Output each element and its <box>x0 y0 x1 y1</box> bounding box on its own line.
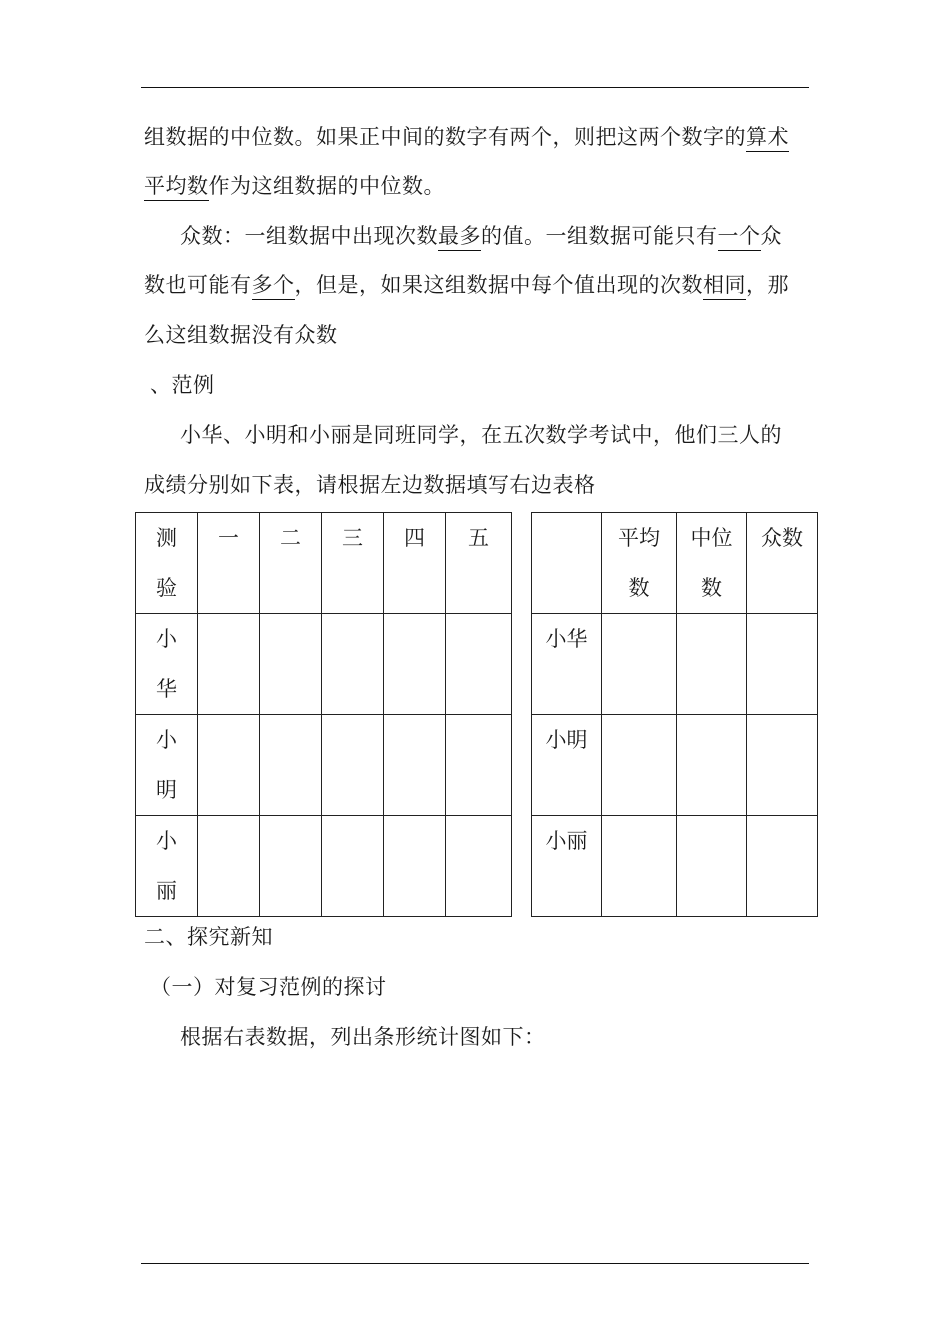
header-cell-median: 中位数 <box>677 513 747 614</box>
median-definition-line-2: 平均数作为这组数据的中位数。 <box>144 161 445 211</box>
mode-definition-line-1: 众数：一组数据中出现次数最多的值。一组数据可能只有一个众 <box>180 211 782 261</box>
score-cell <box>198 816 260 917</box>
row-label-xiaohua: 小华 <box>136 614 198 715</box>
stat-cell <box>602 614 677 715</box>
stat-cell <box>747 614 818 715</box>
row-label-xiaoli: 小丽 <box>136 816 198 917</box>
score-cell <box>322 614 384 715</box>
score-cell <box>322 816 384 917</box>
mode-definition-line-2: 数也可能有多个，但是，如果这组数据中每个值出现的次数相同，那 <box>144 260 789 310</box>
stat-cell <box>747 715 818 816</box>
table-row <box>136 715 512 816</box>
score-cell <box>384 715 446 816</box>
header-cell-5: 五 <box>446 513 512 614</box>
score-cell <box>446 715 512 816</box>
chart-intro-text: 根据右表数据，列出条形统计图如下： <box>180 1025 546 1049</box>
header-cell-test: 测验 <box>136 513 198 614</box>
scores-table <box>135 512 512 917</box>
header-cell-mode: 众数 <box>747 513 818 614</box>
table-row <box>136 614 512 715</box>
section-2-heading: 二、探究新知 <box>144 925 273 949</box>
stat-cell <box>602 816 677 917</box>
header-rule <box>141 87 809 88</box>
score-cell <box>446 816 512 917</box>
table-row <box>532 513 818 614</box>
header-cell-4: 四 <box>384 513 446 614</box>
score-cell <box>198 715 260 816</box>
stat-cell <box>677 816 747 917</box>
score-cell <box>260 816 322 917</box>
median-definition-line-1: 组数据的中位数。如果正中间的数字有两个，则把这两个数字的算术 <box>144 112 789 162</box>
example-text-line-1: 小华、小明和小丽是同班同学，在五次数学考试中，他们三人的 <box>180 423 782 447</box>
score-cell <box>384 614 446 715</box>
stat-cell <box>677 614 747 715</box>
stat-cell <box>602 715 677 816</box>
header-cell-mean: 平均数 <box>602 513 677 614</box>
row-label-xiaohua: 小华 <box>532 614 602 715</box>
row-label-xiaoli: 小丽 <box>532 816 602 917</box>
table-row <box>532 715 818 816</box>
stat-cell <box>677 715 747 816</box>
header-cell-3: 三 <box>322 513 384 614</box>
statistics-table <box>531 512 818 917</box>
stat-cell <box>747 816 818 917</box>
score-cell <box>446 614 512 715</box>
mode-definition-line-3: 么这组数据没有众数 <box>144 323 338 347</box>
footer-rule <box>141 1263 809 1264</box>
score-cell <box>260 614 322 715</box>
example-text-line-2: 成绩分别如下表，请根据左边数据填写右边表格 <box>144 473 596 497</box>
score-cell <box>322 715 384 816</box>
score-cell <box>198 614 260 715</box>
row-label-xiaoming: 小明 <box>136 715 198 816</box>
subsection-1-heading: （一）对复习范例的探讨 <box>150 975 387 999</box>
score-cell <box>384 816 446 917</box>
header-cell-empty <box>532 513 602 614</box>
header-cell-2: 二 <box>260 513 322 614</box>
header-cell-1: 一 <box>198 513 260 614</box>
table-row <box>532 816 818 917</box>
example-heading: 、范例 <box>150 373 215 397</box>
score-cell <box>260 715 322 816</box>
table-row <box>136 513 512 614</box>
row-label-xiaoming: 小明 <box>532 715 602 816</box>
table-row <box>532 614 818 715</box>
table-row <box>136 816 512 917</box>
